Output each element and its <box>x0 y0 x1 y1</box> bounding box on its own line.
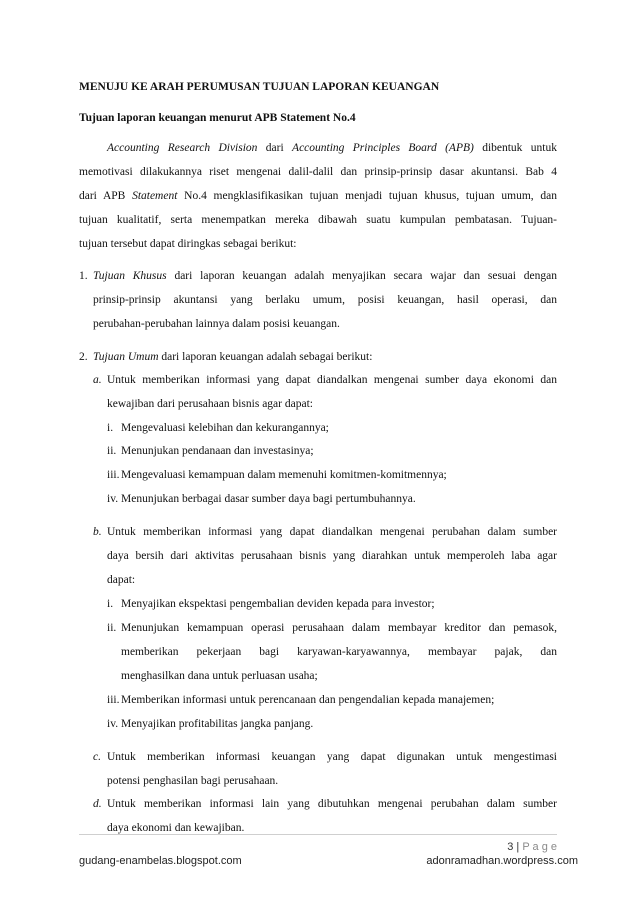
item-2a-iii-text: Mengevaluasi kemampuan dalam memenuhi komitmen-komitmennya; <box>121 469 447 481</box>
intro-dari-apb: dari APB <box>79 190 133 202</box>
item-2b-line-3: dapat: <box>107 574 136 586</box>
item-2a-iii-number: iii. <box>107 469 120 481</box>
intro-dari: dari <box>257 142 293 154</box>
item-2b-i-text: Menyajikan ekspektasi pengembalian deviden kepada para investor; <box>121 598 435 610</box>
item-2b-i-number: i. <box>107 598 114 610</box>
item-2c-line-1: Untuk memberikan informasi keuangan yang dapat digunakan untuk mengestimasi <box>107 751 557 763</box>
footer-divider <box>79 834 557 835</box>
intro-line-1 <box>107 141 557 155</box>
item-2a-line-1: Untuk memberikan informasi yang dapat diandalkan mengenai sumber daya ekonomi dan <box>107 374 557 386</box>
item-2b-line-1: Untuk memberikan informasi yang dapat diandalkan mengenai perubahan dalam sumber <box>107 526 557 538</box>
intro-line-2: memotivasi dilakukannya riset mengenai dalil-dalil dan prinsip-prinsip dasar akuntansi. Bab 4 <box>79 166 557 178</box>
intro-line-5: tujuan tersebut dapat diringkas sebagai berikut: <box>79 238 297 250</box>
footer-right-url[interactable]: adonramadhan.wordpress.com <box>426 855 578 867</box>
item-1-line-3: perubahan-perubahan lainnya dalam posisi keuangan. <box>93 318 340 330</box>
item-2b-ii-number: ii. <box>107 622 117 634</box>
section-heading: MENUJU KE ARAH PERUMUSAN TUJUAN LAPORAN KEUANGAN <box>79 81 440 93</box>
item-2b-iv-text: Menyajikan profitabilitas jangka panjang. <box>121 718 314 730</box>
item-2b-letter: b. <box>93 526 102 538</box>
item-2d-line-2: daya ekonomi dan kewajiban. <box>107 822 245 834</box>
footer-left-url[interactable]: gudang-enambelas.blogspot.com <box>79 855 242 867</box>
intro-no4: No.4 mengklasifikasikan tujuan menjadi tujuan khusus, tujuan umum, dan <box>177 190 557 202</box>
item-2a-iv-text: Menunjukan berbagai dasar sumber daya bagi pertumbuhannya. <box>121 493 416 505</box>
page-separator: | <box>513 841 523 853</box>
intro-line-3 <box>79 189 557 203</box>
item-2-line-1 <box>93 350 372 364</box>
intro-statement: Statement <box>132 190 178 202</box>
section-subheading: Tujuan laporan keuangan menurut APB Statement No.4 <box>79 112 356 124</box>
intro-apb: Accounting Principles Board (APB) <box>292 142 474 154</box>
item-2-title: Tujuan Umum <box>93 351 159 363</box>
item-1-line-1 <box>93 269 557 283</box>
item-2a-ii-number: ii. <box>107 445 117 457</box>
item-2b-iii-text: Memberikan informasi untuk perencanaan dan pengendalian kepada manajemen; <box>121 694 495 706</box>
item-2b-ii-line-3: menghasilkan dana untuk perluasan usaha; <box>121 670 318 682</box>
item-2-rest: dari laporan keuangan adalah sebagai berikut: <box>158 351 373 363</box>
item-1-line-2: prinsip-prinsip akuntansi yang berlaku umum, posisi keuangan, hasil operasi, dan <box>93 294 557 306</box>
item-2a-iv-number: iv. <box>107 493 119 505</box>
page-number-label <box>507 840 557 854</box>
item-2b-line-2: daya bersih dari aktivitas perusahaan bisnis yang diarahkan untuk memperoleh laba agar <box>107 550 557 562</box>
page-number: 3 <box>507 841 514 853</box>
item-2a-i-number: i. <box>107 422 114 434</box>
item-2c-letter: c. <box>93 751 101 763</box>
item-2b-iii-number: iii. <box>107 694 120 706</box>
item-2b-ii-line-2: memberikan pekerjaan bagi karyawan-karyawannya, membayar pajak, dan <box>121 646 557 658</box>
item-2a-line-2: kewajiban dari perusahaan bisnis agar dapat: <box>107 398 313 410</box>
page-label: P a g e <box>522 841 557 853</box>
item-1-rest: dari laporan keuangan adalah menyajikan secara wajar dan sesuai dengan <box>166 270 557 282</box>
item-2a-ii-text: Menunjukan pendanaan dan investasinya; <box>121 445 314 457</box>
intro-ard: Accounting Research Division <box>107 142 258 154</box>
item-2d-letter: d. <box>93 798 102 810</box>
intro-dibentuk: dibentuk untuk <box>473 142 557 154</box>
item-2a-letter: a. <box>93 374 102 386</box>
item-1-number: 1. <box>79 270 88 282</box>
item-2c-line-2: potensi penghasilan bagi perusahaan. <box>107 775 279 787</box>
item-1-title: Tujuan Khusus <box>93 270 167 282</box>
item-2a-i-text: Mengevaluasi kelebihan dan kekurangannya; <box>121 422 329 434</box>
item-2b-ii-line-1: Menunjukan kemampuan operasi perusahaan dalam membayar kreditor dan pemasok, <box>121 622 557 634</box>
item-2b-iv-number: iv. <box>107 718 119 730</box>
intro-line-4: tujuan kualitatif, serta menempatkan mereka dibawah suatu kumpulan pembatasan. Tujuan- <box>79 214 557 226</box>
item-2d-line-1: Untuk memberikan informasi lain yang dibutuhkan mengenai perubahan dalam sumber <box>107 798 557 810</box>
item-2-number: 2. <box>79 351 88 363</box>
